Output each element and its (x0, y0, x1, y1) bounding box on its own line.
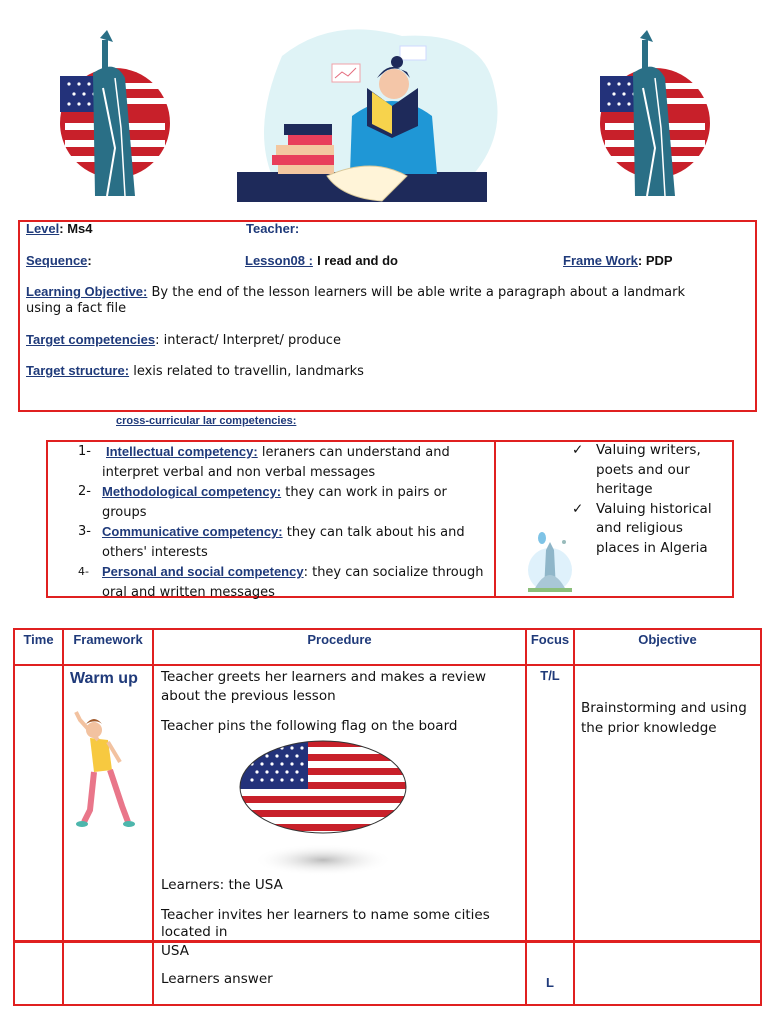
procedure-text-1: Teacher greets her learners and makes a review about the previous lesson (161, 669, 487, 704)
student-reading-illustration (232, 26, 514, 206)
stretching-girl-icon (68, 710, 138, 830)
structure-label: Target structure: (26, 363, 130, 378)
cross-curricular-title: cross-curricular lar competencies: (116, 415, 297, 427)
objective-cell (574, 941, 761, 1005)
algeria-monument-icon (524, 530, 576, 598)
table-row (14, 941, 761, 1005)
level-label: Level (26, 221, 60, 236)
objective-value: Brainstorming and using the prior knowledge (581, 700, 747, 736)
lesson-field (245, 253, 398, 269)
procedure-table (13, 628, 762, 1006)
objective-text: By the end of the lesson learners will be able write a paragraph about a landmark using a fact file (26, 285, 686, 316)
lesson-value: I read and do (317, 253, 398, 268)
procedure-cell (153, 665, 526, 941)
procedure-text-5: USA (161, 942, 189, 959)
competencies-text: : interact/ Interpret/ produce (155, 333, 341, 348)
level-field: Level: Ms4 (26, 221, 93, 236)
values-list (572, 441, 722, 558)
header-focus: Focus (526, 629, 574, 665)
framework-cell (63, 941, 153, 1005)
cross-divider (494, 440, 496, 598)
teacher-label: Teacher: (246, 221, 300, 236)
focus-cell (526, 665, 574, 941)
value-item-1: ✓ Valuing writers, poets and our heritage (572, 442, 701, 497)
time-cell (14, 665, 63, 941)
warmup-label: Warm up (70, 670, 138, 687)
header-objective: Objective (574, 629, 761, 665)
focus-value: T/L (540, 668, 560, 683)
framework-cell (63, 665, 153, 941)
procedure-text-3: Learners: the USA (161, 877, 283, 893)
table-row (14, 665, 761, 941)
sequence-field: Sequence: (26, 253, 92, 268)
header-time: Time (14, 629, 63, 665)
usa-flag-image (238, 740, 408, 876)
competency-item-1: 1- Intellectual competency: leraners can understand and interpret verbal and non verbal messages (78, 444, 450, 480)
framework-value: PDP (645, 253, 673, 268)
competency-item-3: 3- Communicative competency: they can talk about his and others' interests (78, 524, 465, 560)
value-item-2: ✓ Valuing historical and religious places in Algeria (572, 500, 712, 556)
statue-of-liberty-flag-right (595, 28, 715, 198)
procedure-text-2: Teacher pins the following flag on the board (161, 718, 458, 734)
procedure-text-4: Teacher invites her learners to name some cities located in (161, 907, 490, 940)
procedure-cell (153, 941, 526, 1005)
header-framework: Framework (63, 629, 153, 665)
level-value: Ms4 (67, 221, 93, 236)
time-cell (14, 941, 63, 1005)
objective-cell (574, 665, 761, 941)
structure-text: lexis related to travellin, landmarks (133, 364, 364, 379)
check-icon: ✓ (572, 442, 584, 458)
table-header-row (14, 629, 761, 665)
focus-cell (526, 941, 574, 1005)
framework-field: Frame Work: PDP (563, 253, 673, 268)
objective-label: Learning Objective: (26, 284, 148, 299)
competency-item-2: 2- Methodological competency: they can work in pairs or groups (78, 484, 447, 520)
header-procedure: Procedure (153, 629, 526, 665)
competency-item-4: 4- Personal and social competency: they can socialize through oral and written messages (78, 564, 484, 600)
procedure-text-6: Learners answer (161, 970, 273, 987)
competency-list (78, 442, 488, 602)
sequence-label: Sequence (26, 253, 88, 268)
target-competencies (26, 332, 341, 348)
competencies-label: Target competencies (26, 332, 156, 347)
focus-value: L (546, 974, 554, 990)
lesson-label: Lesson08 : (245, 253, 313, 268)
target-structure (26, 363, 364, 379)
framework-label: Frame Work (563, 253, 638, 268)
check-icon: ✓ (572, 500, 584, 517)
learning-objective (26, 284, 686, 317)
statue-of-liberty-flag-left (55, 28, 175, 198)
